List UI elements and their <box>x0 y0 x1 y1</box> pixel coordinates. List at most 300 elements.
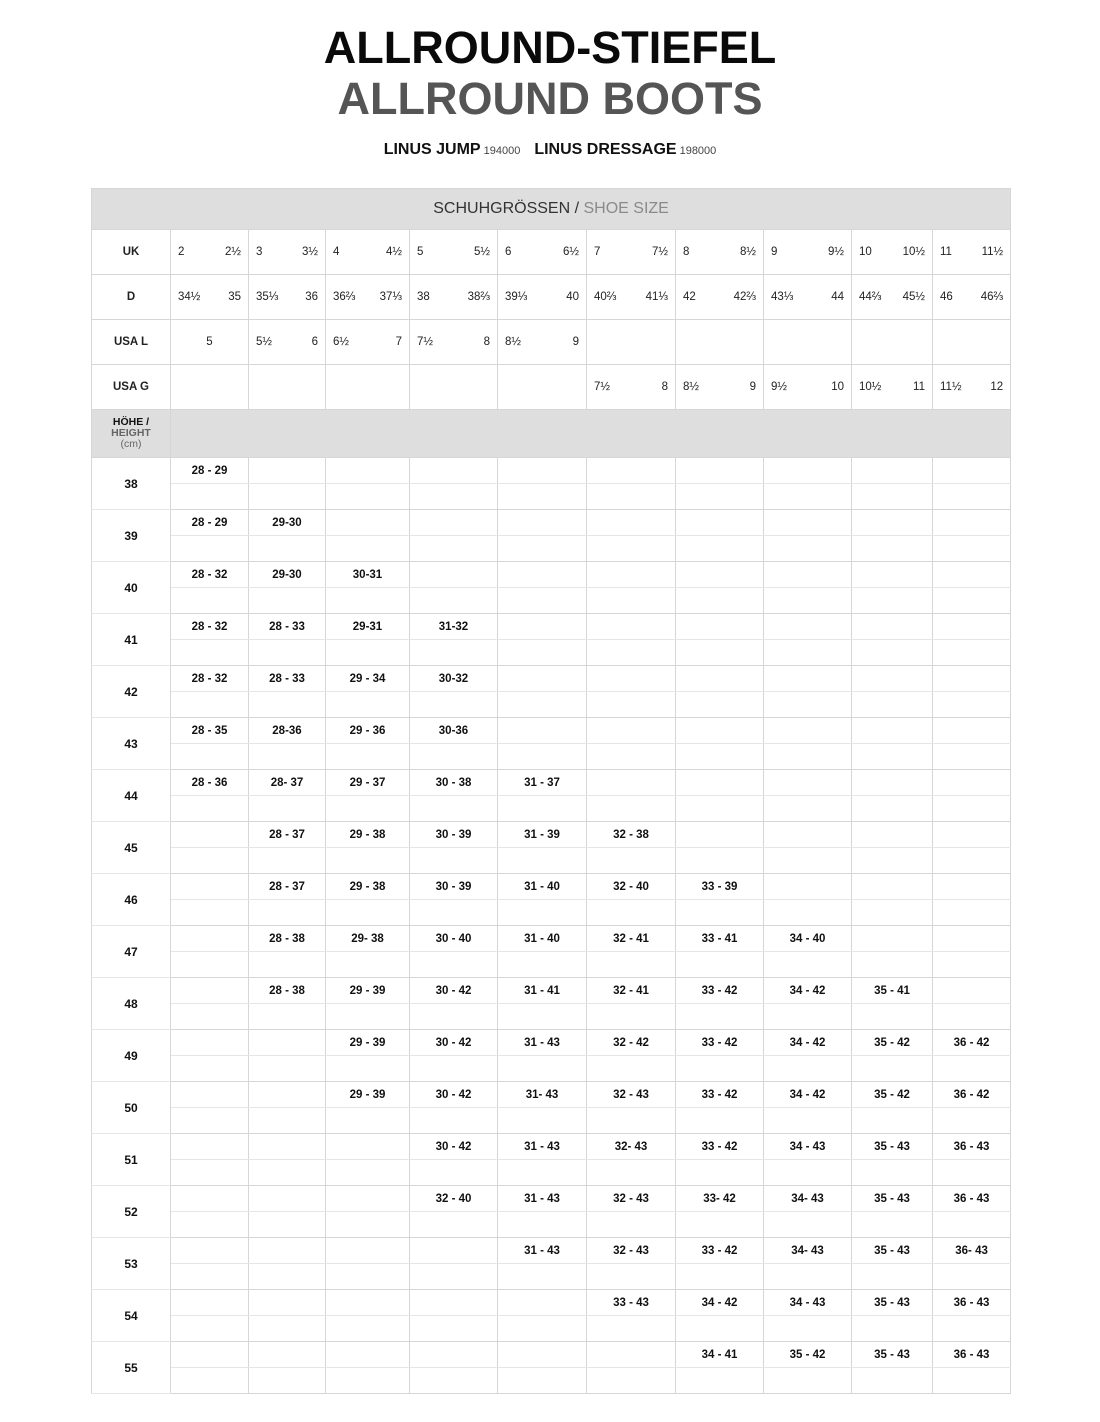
size-value: 34½ <box>178 291 201 303</box>
calf-width-cell <box>852 666 933 692</box>
calf-width-cell: 31 - 43 <box>498 1238 587 1264</box>
empty-cell <box>410 1160 498 1186</box>
empty-cell <box>764 1160 852 1186</box>
empty-cell <box>171 1212 249 1238</box>
empty-cell <box>171 536 249 562</box>
size-cell <box>249 365 326 410</box>
calf-width-cell: 29- 38 <box>326 926 410 952</box>
empty-cell <box>933 1108 1011 1134</box>
size-value: 8½ <box>683 381 699 393</box>
shoe-size-header-de: SCHUHGRÖSSEN / <box>433 200 584 217</box>
empty-cell <box>249 1264 326 1290</box>
calf-width-cell <box>852 926 933 952</box>
calf-width-cell <box>326 458 410 484</box>
calf-width-cell <box>933 510 1011 536</box>
calf-width-cell: 28 - 32 <box>171 614 249 640</box>
height-label: 54 <box>92 1290 171 1342</box>
empty-cell <box>764 1264 852 1290</box>
calf-width-cell: 34 - 42 <box>764 1030 852 1056</box>
size-value: 7½ <box>652 246 668 258</box>
height-unit: (cm) <box>120 438 142 450</box>
calf-width-cell: 28-36 <box>249 718 326 744</box>
calf-width-cell: 29 - 38 <box>326 874 410 900</box>
empty-cell <box>498 900 587 926</box>
table-subrow <box>92 744 1011 770</box>
table-row <box>92 1342 1011 1368</box>
empty-cell <box>410 796 498 822</box>
calf-width-cell: 35 - 42 <box>852 1082 933 1108</box>
empty-cell <box>933 848 1011 874</box>
calf-width-cell <box>249 1238 326 1264</box>
table-subrow <box>92 536 1011 562</box>
calf-width-cell <box>249 1186 326 1212</box>
height-label: 49 <box>92 1030 171 1082</box>
height-label: 39 <box>92 510 171 562</box>
table-row <box>92 926 1011 952</box>
empty-cell <box>410 1316 498 1342</box>
calf-width-cell <box>171 1082 249 1108</box>
empty-cell <box>852 796 933 822</box>
size-cell <box>498 275 587 320</box>
model-name: LINUS DRESSAGE <box>534 141 677 158</box>
size-row <box>92 275 1011 320</box>
table-subrow <box>92 848 1011 874</box>
calf-width-cell: 28 - 35 <box>171 718 249 744</box>
empty-cell <box>326 952 410 978</box>
empty-cell <box>852 588 933 614</box>
calf-width-cell <box>764 562 852 588</box>
calf-width-cell: 35 - 43 <box>852 1134 933 1160</box>
height-label: 50 <box>92 1082 171 1134</box>
calf-width-cell <box>676 458 764 484</box>
table-row <box>92 458 1011 484</box>
calf-width-cell <box>676 562 764 588</box>
calf-width-cell <box>498 562 587 588</box>
empty-cell <box>249 640 326 666</box>
size-value: 6½ <box>333 336 349 348</box>
calf-width-cell <box>933 614 1011 640</box>
empty-cell <box>852 1108 933 1134</box>
model-line <box>0 140 1100 161</box>
calf-width-cell: 31 - 41 <box>498 978 587 1004</box>
calf-width-cell <box>587 1342 676 1368</box>
empty-cell <box>326 1264 410 1290</box>
size-cell <box>587 320 676 365</box>
table-subrow <box>92 900 1011 926</box>
empty-cell <box>933 692 1011 718</box>
empty-cell <box>410 952 498 978</box>
calf-width-cell: 31 - 43 <box>498 1186 587 1212</box>
table-subrow <box>92 1264 1011 1290</box>
calf-width-cell: 29 - 39 <box>326 1030 410 1056</box>
empty-cell <box>676 1108 764 1134</box>
calf-width-cell: 29-31 <box>326 614 410 640</box>
size-value: 45½ <box>902 291 925 303</box>
size-value: 2 <box>178 246 185 258</box>
empty-cell <box>587 1160 676 1186</box>
calf-width-cell: 32 - 42 <box>587 1030 676 1056</box>
empty-cell <box>676 1264 764 1290</box>
table-row <box>92 1186 1011 1212</box>
size-value: 5 <box>417 246 424 258</box>
empty-cell <box>410 1212 498 1238</box>
size-row <box>92 320 1011 365</box>
empty-cell <box>410 848 498 874</box>
calf-width-cell: 32 - 40 <box>587 874 676 900</box>
size-value: 8 <box>683 246 690 258</box>
empty-cell <box>933 1316 1011 1342</box>
calf-width-cell: 32 - 41 <box>587 978 676 1004</box>
size-cell <box>933 320 1011 365</box>
calf-width-cell <box>498 614 587 640</box>
calf-width-cell <box>171 1186 249 1212</box>
empty-cell <box>171 1264 249 1290</box>
empty-cell <box>764 588 852 614</box>
size-value: 42 <box>683 291 696 303</box>
height-label: 45 <box>92 822 171 874</box>
size-value: 42⅔ <box>733 291 756 303</box>
calf-width-cell <box>326 1238 410 1264</box>
calf-width-cell <box>326 1342 410 1368</box>
empty-cell <box>249 848 326 874</box>
calf-width-cell: 28 - 33 <box>249 666 326 692</box>
calf-width-cell: 34- 43 <box>764 1238 852 1264</box>
empty-cell <box>410 536 498 562</box>
empty-cell <box>249 484 326 510</box>
table-row <box>92 666 1011 692</box>
height-label: 41 <box>92 614 171 666</box>
size-cell <box>852 275 933 320</box>
calf-width-cell: 30 - 42 <box>410 1030 498 1056</box>
calf-width-cell <box>249 1030 326 1056</box>
size-cell <box>764 320 852 365</box>
size-value: 9 <box>749 381 756 393</box>
calf-width-cell: 28 - 32 <box>171 666 249 692</box>
calf-width-cell <box>171 978 249 1004</box>
calf-width-cell <box>587 458 676 484</box>
size-cell <box>852 320 933 365</box>
calf-width-cell: 32 - 41 <box>587 926 676 952</box>
calf-width-cell <box>933 926 1011 952</box>
empty-cell <box>587 848 676 874</box>
empty-cell <box>171 692 249 718</box>
size-value: 38⅔ <box>467 291 490 303</box>
size-cell <box>326 365 410 410</box>
table-subrow <box>92 1368 1011 1394</box>
empty-cell <box>249 1316 326 1342</box>
calf-width-cell <box>498 1342 587 1368</box>
empty-cell <box>852 536 933 562</box>
calf-width-cell <box>852 770 933 796</box>
calf-width-cell <box>764 458 852 484</box>
calf-width-cell <box>587 718 676 744</box>
table-subrow <box>92 588 1011 614</box>
calf-width-cell <box>498 458 587 484</box>
calf-width-cell <box>587 510 676 536</box>
calf-width-cell: 35 - 42 <box>764 1342 852 1368</box>
table-subrow <box>92 1056 1011 1082</box>
empty-cell <box>933 900 1011 926</box>
size-cell <box>498 365 587 410</box>
size-value: 37⅓ <box>379 291 402 303</box>
size-value: 8½ <box>740 246 756 258</box>
size-value: 6½ <box>563 246 579 258</box>
height-label-en: HEIGHT <box>111 427 151 439</box>
calf-width-cell <box>410 562 498 588</box>
empty-cell <box>676 900 764 926</box>
calf-width-cell <box>410 458 498 484</box>
empty-cell <box>676 952 764 978</box>
calf-width-cell <box>852 562 933 588</box>
size-value: 4½ <box>386 246 402 258</box>
calf-width-cell: 30 - 39 <box>410 874 498 900</box>
empty-cell <box>171 900 249 926</box>
calf-width-cell: 30 - 40 <box>410 926 498 952</box>
calf-width-cell <box>676 510 764 536</box>
empty-cell <box>852 1004 933 1030</box>
calf-width-cell <box>933 458 1011 484</box>
calf-width-cell: 28 - 38 <box>249 926 326 952</box>
empty-cell <box>587 536 676 562</box>
empty-cell <box>764 1108 852 1134</box>
calf-width-cell <box>764 874 852 900</box>
height-label: 47 <box>92 926 171 978</box>
empty-cell <box>498 640 587 666</box>
calf-width-cell <box>410 510 498 536</box>
empty-cell <box>764 848 852 874</box>
empty-cell <box>587 1004 676 1030</box>
empty-cell <box>171 588 249 614</box>
size-value: 44 <box>831 291 844 303</box>
size-cell <box>676 275 764 320</box>
calf-width-cell <box>676 614 764 640</box>
calf-width-cell <box>171 1342 249 1368</box>
size-value: 9 <box>771 246 778 258</box>
empty-cell <box>587 900 676 926</box>
size-cell <box>933 365 1011 410</box>
empty-cell <box>676 692 764 718</box>
size-value: 11½ <box>940 381 962 393</box>
size-value: 40 <box>566 291 579 303</box>
empty-cell <box>764 536 852 562</box>
empty-cell <box>249 796 326 822</box>
empty-cell <box>326 1108 410 1134</box>
size-cell <box>933 230 1011 275</box>
table-subrow <box>92 952 1011 978</box>
calf-width-cell: 34 - 42 <box>764 1082 852 1108</box>
empty-cell <box>764 952 852 978</box>
table-row <box>92 978 1011 1004</box>
calf-width-cell: 36 - 43 <box>933 1290 1011 1316</box>
calf-width-cell: 30 - 38 <box>410 770 498 796</box>
empty-cell <box>498 1108 587 1134</box>
empty-cell <box>249 588 326 614</box>
empty-cell <box>249 1212 326 1238</box>
calf-width-cell: 33 - 42 <box>676 1238 764 1264</box>
size-cell <box>249 275 326 320</box>
calf-width-cell: 35 - 42 <box>852 1030 933 1056</box>
height-label: 46 <box>92 874 171 926</box>
size-cell <box>410 365 498 410</box>
empty-cell <box>171 952 249 978</box>
size-value: 4 <box>333 246 340 258</box>
size-value: 11 <box>940 246 952 258</box>
calf-width-cell: 28- 37 <box>249 770 326 796</box>
calf-width-cell: 36 - 43 <box>933 1134 1011 1160</box>
calf-width-cell <box>171 1290 249 1316</box>
empty-cell <box>933 1264 1011 1290</box>
calf-width-cell <box>171 822 249 848</box>
size-value: 9½ <box>771 381 787 393</box>
size-system-label: USA L <box>92 320 171 365</box>
size-cell <box>326 230 410 275</box>
calf-width-cell: 30-36 <box>410 718 498 744</box>
calf-width-cell: 32- 43 <box>587 1134 676 1160</box>
calf-width-cell: 31 - 43 <box>498 1134 587 1160</box>
empty-cell <box>326 484 410 510</box>
calf-width-cell: 35 - 41 <box>852 978 933 1004</box>
table-row <box>92 1238 1011 1264</box>
empty-cell <box>498 952 587 978</box>
size-cell <box>676 230 764 275</box>
empty-cell <box>498 536 587 562</box>
empty-cell <box>498 796 587 822</box>
empty-cell <box>498 848 587 874</box>
empty-cell <box>587 1108 676 1134</box>
calf-width-cell <box>676 770 764 796</box>
calf-width-cell: 31- 43 <box>498 1082 587 1108</box>
calf-width-cell <box>171 874 249 900</box>
empty-cell <box>498 1160 587 1186</box>
empty-cell <box>764 484 852 510</box>
size-value: 7½ <box>594 381 610 393</box>
empty-cell <box>676 1056 764 1082</box>
height-header-row <box>92 410 1011 458</box>
calf-width-cell <box>764 666 852 692</box>
calf-width-cell: 28 - 29 <box>171 458 249 484</box>
model-name: LINUS JUMP <box>383 141 481 158</box>
size-cell <box>249 230 326 275</box>
table-row <box>92 874 1011 900</box>
table-row <box>92 1030 1011 1056</box>
table-row <box>92 1134 1011 1160</box>
empty-cell <box>410 1056 498 1082</box>
empty-cell <box>498 1056 587 1082</box>
size-value: 43⅓ <box>771 291 794 303</box>
size-value: 10½ <box>902 246 925 258</box>
size-cell <box>171 320 249 365</box>
calf-width-cell: 30 - 42 <box>410 978 498 1004</box>
calf-width-cell <box>587 562 676 588</box>
size-cell <box>171 230 249 275</box>
empty-cell <box>498 1368 587 1394</box>
empty-cell <box>933 1004 1011 1030</box>
calf-width-cell: 31-32 <box>410 614 498 640</box>
empty-cell <box>676 536 764 562</box>
size-cell <box>410 275 498 320</box>
calf-width-cell: 34 - 42 <box>676 1290 764 1316</box>
calf-width-cell <box>498 1290 587 1316</box>
calf-width-cell: 29 - 36 <box>326 718 410 744</box>
empty-cell <box>326 1368 410 1394</box>
size-value: 12 <box>990 381 1004 393</box>
empty-cell <box>249 692 326 718</box>
calf-width-cell: 31 - 37 <box>498 770 587 796</box>
calf-width-cell <box>249 458 326 484</box>
height-label: 38 <box>92 458 171 510</box>
calf-width-cell: 35 - 43 <box>852 1186 933 1212</box>
table-subrow <box>92 1004 1011 1030</box>
calf-width-cell <box>764 770 852 796</box>
size-value: 10½ <box>859 381 882 393</box>
table-subrow <box>92 1160 1011 1186</box>
size-cell <box>498 230 587 275</box>
calf-width-cell: 36 - 43 <box>933 1342 1011 1368</box>
empty-cell <box>587 1212 676 1238</box>
calf-width-cell <box>249 1134 326 1160</box>
empty-cell <box>852 1264 933 1290</box>
empty-cell <box>587 692 676 718</box>
empty-cell <box>933 744 1011 770</box>
calf-width-cell <box>852 822 933 848</box>
calf-width-cell: 30 - 42 <box>410 1134 498 1160</box>
empty-cell <box>171 1108 249 1134</box>
size-value: 3½ <box>302 246 318 258</box>
empty-cell <box>764 744 852 770</box>
empty-cell <box>676 1368 764 1394</box>
empty-cell <box>410 900 498 926</box>
calf-width-cell <box>852 874 933 900</box>
size-value: 39⅓ <box>505 291 528 303</box>
empty-cell <box>933 952 1011 978</box>
size-chart-body <box>92 230 1011 1394</box>
empty-cell <box>326 796 410 822</box>
model-number: 198000 <box>679 145 717 157</box>
size-value: 3 <box>256 246 263 258</box>
size-cell <box>249 320 326 365</box>
size-value: 6 <box>505 246 512 258</box>
size-value: 7 <box>395 336 402 348</box>
calf-width-cell: 32 - 38 <box>587 822 676 848</box>
empty-cell <box>171 1056 249 1082</box>
calf-width-cell: 33 - 42 <box>676 978 764 1004</box>
calf-width-cell <box>410 1238 498 1264</box>
calf-width-cell: 33 - 41 <box>676 926 764 952</box>
height-label: 48 <box>92 978 171 1030</box>
calf-width-cell: 29 - 39 <box>326 978 410 1004</box>
empty-cell <box>171 848 249 874</box>
empty-cell <box>249 1108 326 1134</box>
empty-cell <box>587 484 676 510</box>
calf-width-cell: 33 - 42 <box>676 1134 764 1160</box>
size-cell <box>764 275 852 320</box>
table-subrow <box>92 1108 1011 1134</box>
empty-cell <box>852 484 933 510</box>
shoe-size-header-en: SHOE SIZE <box>583 200 669 217</box>
empty-cell <box>249 1160 326 1186</box>
table-row <box>92 614 1011 640</box>
calf-width-cell: 29 - 38 <box>326 822 410 848</box>
size-cell <box>326 275 410 320</box>
size-value: 8½ <box>505 336 521 348</box>
size-value: 44⅔ <box>859 291 882 303</box>
empty-cell <box>764 1212 852 1238</box>
empty-cell <box>410 640 498 666</box>
size-cell <box>852 230 933 275</box>
empty-cell <box>498 1264 587 1290</box>
size-cell <box>933 275 1011 320</box>
empty-cell <box>410 588 498 614</box>
